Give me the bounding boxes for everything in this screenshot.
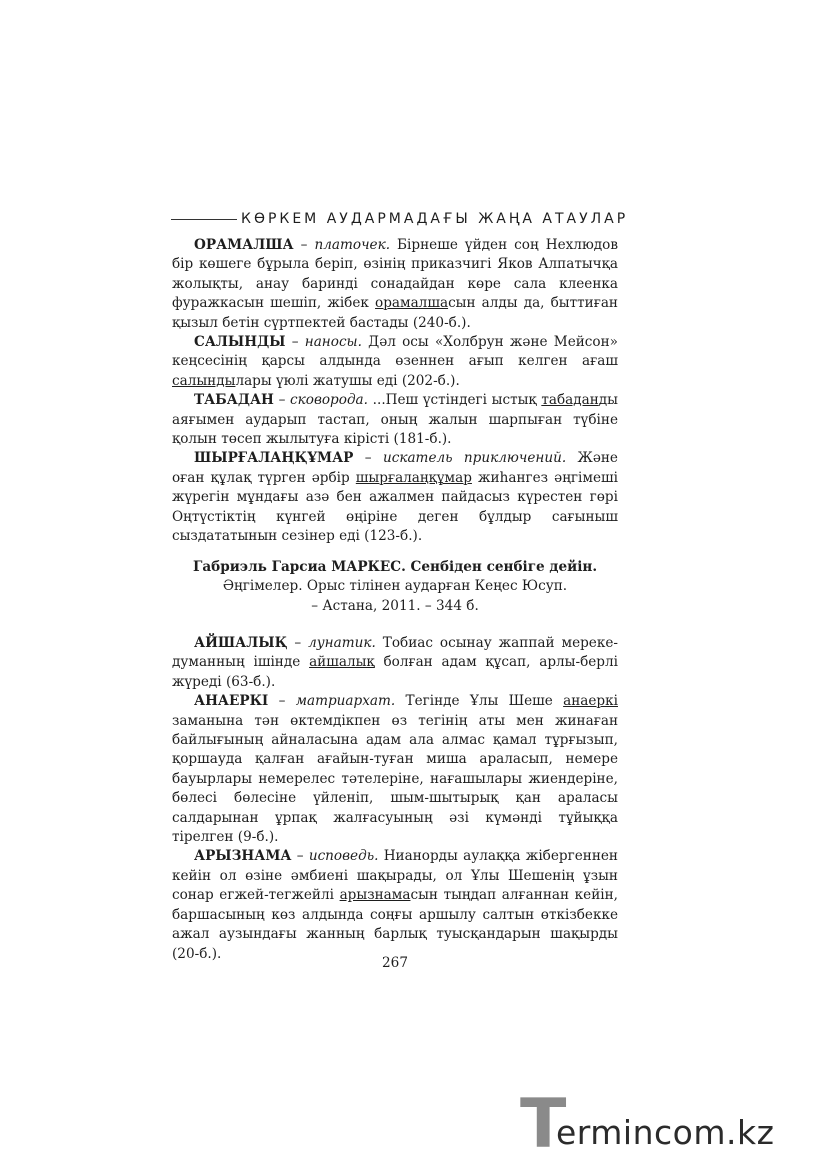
logo-text: ermincom.kz [556, 1113, 775, 1152]
entry-dash: – [287, 635, 309, 651]
entry-text-tail: ды аяғымен аударып тастап, оның жалын шарпыған түбіне қолын төсеп жылытуға кірісті (181-б.). [172, 392, 618, 448]
entries-block-2 [172, 634, 618, 964]
entry-text: Нианорды аулаққа жібергеннен кейін ол өзіне әмбиені шақырады, ол Ұлы Шешенің ұзын сонар егжей-тегжейлі [172, 848, 618, 904]
entry-gloss: сковорода. [290, 392, 368, 409]
entry-gloss: лунатик. [308, 635, 376, 651]
source-publication: – Астана, 2011. – 344 б. [311, 597, 479, 614]
entry-dash: – [291, 848, 309, 865]
termincom-logo[interactable] [520, 1085, 820, 1164]
entry [172, 692, 618, 847]
entry-text: Және оған құлақ түрген әрбір [172, 450, 618, 486]
entry-term: ОРАМАЛША [194, 237, 294, 253]
entry-text: Тобиас осынау жаппай мереке-думанның ішінде [172, 635, 618, 671]
entry-term: АНАЕРКІ [194, 693, 269, 710]
entry-underlined: арызнама [339, 887, 411, 904]
entry-text: ...Пеш үстіндегі ыстық [368, 392, 542, 409]
entry-underlined: шырғалаңқұмар [355, 469, 472, 486]
source-author-title: Габриэль Гарсиа МАРКЕС. Сенбіден сенбіге дейін. [192, 559, 598, 575]
entry-underlined: анаеркі [563, 693, 618, 710]
entry-text-tail: болған адам құсап, арлы-берлі жүреді (63-б.). [172, 654, 618, 690]
entry-underlined: орамалша [375, 295, 449, 312]
entry-term: АРЫЗНАМА [194, 848, 292, 865]
entry-gloss: платочек. [314, 237, 391, 253]
source-details: Әңгімелер. Орыс тілінен аударған Кеңес Юсуп. [222, 578, 568, 595]
entry-text-tail: сын тыңдап алғаннан кейін, баршасының көз алдында соңғы аршылу салтын өткізбекке ажал аузындағы жанның барлық туысқандарын шақырды (20-б.). [172, 887, 618, 962]
entry-gloss: искатель приключений. [382, 450, 567, 467]
entry-underlined: салынды [172, 372, 236, 389]
entry [172, 391, 618, 449]
page-number: 267 [382, 955, 408, 971]
entry-text-tail: лары үюлі жатушы еді (202-б.). [235, 372, 460, 389]
entry-gloss: исповедь. [308, 848, 379, 865]
entry [172, 236, 618, 333]
entry-term: САЛЫНДЫ [194, 334, 286, 351]
entry-text-tail: жиһангез әңгімеші жүрегін мұндағы азә бен ажалмен пайдасыз күрестен гөрі Оңтүстіктің күнгей өңіріне деген бұлдыр сағыныш сыздататынын сезінер еді (123-б.). [172, 469, 618, 545]
entry-text: Дәл осы «Холбрун және Мейсон» кеңсесінің қарсы алдында өзеннен ағып келген ағаш [172, 334, 618, 370]
entry-term: АЙШАЛЫҚ [194, 635, 288, 651]
entry-underlined: айшалық [309, 654, 375, 671]
header-title: КӨРКЕМ АУДАРМАДАҒЫ ЖАҢА АТАУЛАР [241, 211, 629, 227]
entry-gloss: наносы. [304, 334, 362, 351]
entry-text: Тегінде Ұлы Шеше [395, 693, 564, 710]
entry-dash: – [273, 392, 291, 409]
entry-gloss: матриархат. [295, 693, 396, 710]
entry [172, 333, 618, 391]
entry-dash: – [268, 693, 296, 710]
entry-text: Бірнеше үйден соң Нехлюдов бір көшеге бұрыла беріп, өзінің приказчигі Яков Алпатычқа жолықты, анау баринді сонадайдан көре сала клеенка фуражкасын шешіп, жібек [172, 237, 618, 312]
entry [172, 634, 618, 692]
entry-term: ШЫРҒАЛАҢҚҰМАР [194, 450, 354, 467]
entry [172, 449, 618, 546]
entry-text-tail: сын алды да, быттиған қызыл бетін сүртпектей бастады (240-б.). [172, 295, 618, 331]
logo-letter-t: T [520, 1085, 567, 1164]
header-rule [171, 219, 237, 220]
entry-dash: – [285, 334, 305, 351]
entry [172, 847, 618, 963]
entry-dash: – [293, 237, 315, 253]
entry-dash: – [353, 450, 383, 467]
entry-term: ТАБАДАН [194, 392, 274, 409]
entry-underlined: табадан [541, 392, 599, 409]
entry-text-tail: заманына тән өктемдікпен өз тегінің аты мен жинаған байлығының айналасына адам ала алмас қамал тұрғызып, қоршауда қалған ағайын-туған миша араласып, немере бауырлары немерелес тәтелеріне, нағашылары жиендеріне, бөлесі бөлесіне үйленіп, шым-шытырық қан араласы салдарынан ұрпақ жалғасуының әзі күмәнді тұйыққа тірелген (9-б.). [172, 712, 618, 846]
running-header [171, 211, 629, 227]
source-citation [172, 558, 618, 616]
entries-block-1 [172, 236, 618, 547]
